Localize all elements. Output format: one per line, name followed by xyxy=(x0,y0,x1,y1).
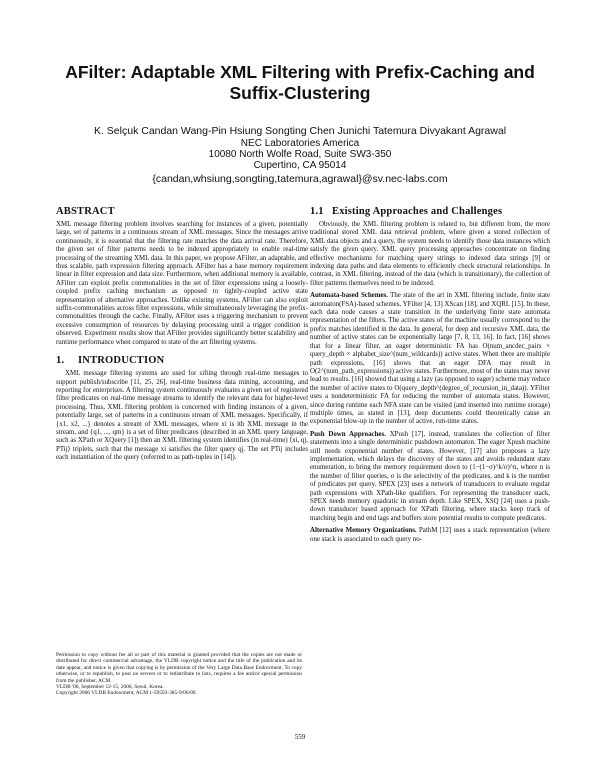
right-column xyxy=(310,206,550,548)
left-column xyxy=(56,206,308,467)
intro-number: 1. xyxy=(56,355,65,367)
automata-text: The state of the art in XML filtering include, finite state automaton(FSA)-based schemes, YFilter [4, 13] XScan [18], and XQRL [15]. In these, each data node causes a state transition in the underlying finite state automata representation of the filters. The active states of the machine usually correspond to the prefix matches identified in the data. In general, for deep and recursive XML data, the number of active states can be exponentially large [7, 8, 13, 16]. In fact, [16] shows that for a linear filter, an eager deterministic FA has O(num_ancdec_pairs × query_depth × alphabet_size^(num_wildcards)) active states. When there are multiple path expressions, [16] shows that an eager DFA may result in O(2^(num_path_expressions)) active states. Furthermore, most of the states may never lead to results. [16] showed that using a lazy (as opposed to eager) scheme may reduce the number of active states to O(query_depth^(degree_of_recursion_in_data)). YFilter uses a nondeterministic FA for reducing the number of automata states. However, since during runtime each NFA state can be visited (and inserted into runtime storage) multiple times, as stated in [13], deep documents could theoretically cause an exponential blow-up in the number of active, run-time states. xyxy=(310,292,551,426)
city: Cupertino, CA 95014 xyxy=(253,160,347,171)
author-names: K. Selçuk Candan Wang-Pin Hsiung Songting Chen Junichi Tatemura Divyakant Agrawal xyxy=(93,125,507,137)
conference-info: VLDB '06, September 12-15, 2006, Seoul, Korea. xyxy=(56,684,164,691)
alt-memory-text: PathM [12] uses a stack representation (where one stack is associated to each query no- xyxy=(310,527,550,543)
section-1-1-title: Existing Approaches and Challenges xyxy=(332,206,503,217)
page-number: 559 xyxy=(294,733,306,741)
section-1-1-number: 1.1 xyxy=(310,206,324,217)
pushdown-paragraph xyxy=(310,431,550,523)
abstract-heading: ABSTRACT xyxy=(56,206,115,217)
affiliation: NEC Laboratories America xyxy=(240,138,360,149)
author-block xyxy=(20,126,580,185)
intro-text: XML message filtering systems are used for sifting through real-time messages to support publish/subscribe [11, 25, 26], real-time business data mining, accounting, and reporting for enterprises. A filtering system continuously evaluates a given set of registered filter predicates on real-time message streams to identify the relevant data for higher-level processing. Thus, XML filtering problem is concerned with finding instances of a given, potentially large, set of patterns in a continuous stream of XML messages. Specifically, if {x1, x2, ...} denotes a stream of XML messages, where xi is ith XML message in the stream, and {q1, ..., qm} is a set of filter predicates (described in an XML query language, such as XPath or XQuery [1]) then an XML filtering system identifies (in real-time) ⟨xi, qj, PTij⟩ triplets, such that the message xi satisfies the filter query qj. The set PTij includes each instantiation of the query (referred to as path-tuples in [14]). xyxy=(56,370,308,462)
abstract-text: XML message filtering problem involves searching for instances of a given, potentially large, set of patterns in a continuous stream of XML messages. Since the messages arrive continuously, it is essential that the filtering rate matches the data arrival rate. Therefore, the given set of filter patterns needs to be indexed appropriately to enable real-time processing of the streaming XML data. In this paper, we propose AFilter, an adaptable, and thus scalable, path expression filtering approach. AFilter has a base memory requirement linear in filter expression and data size. Furthermore, when additional memory is available, AFilter can exploit prefix commonalities in the set of filter expressions using a loosely-coupled prefix caching mechanism as opposed to tightly-coupled active state representation of alternative approaches. Unlike existing systems, AFilter can also exploit suffix-commonalities across filter expressions, while simultaneously leveraging the prefix-commonalities through the cache. Finally, AFilter uses a triggering mechanism to prevent excessive consumption of resources by delaying processing until a trigger condition is observed. Experiment results show that AFilter provides significantly better scalability and runtime performance when compared to state of the art filtering systems. xyxy=(56,221,308,346)
pushdown-label: Push Down Approaches. xyxy=(310,430,386,438)
section-1-1-heading xyxy=(310,206,550,217)
permission-text: Permission to copy without fee all or part of this material is granted provided that the copies are not made or distributed for direct commercial advantage, the VLDB copyright notice and the title of the publication and its date appear, and notice is given that copying is by permission of the Very Large Data Base Endowment. To copy otherwise, or to republish, to post on servers or to redistribute to lists, requires a fee and/or special permission from the publisher, ACM. xyxy=(56,652,302,684)
address: 10080 North Wolfe Road, Suite SW3-350 xyxy=(208,149,392,160)
paper-title: AFilter: Adaptable XML Filtering with Prefix-Caching and Suffix-Clustering xyxy=(65,62,535,103)
alt-memory-paragraph xyxy=(310,527,550,544)
intro-heading xyxy=(56,355,308,366)
alt-memory-label: Alternative Memory Organizations. xyxy=(310,527,417,535)
permission-notice xyxy=(56,652,302,697)
pushdown-text: XPush [17], instead, translates the collection of filter statements into a single deterministic pushdown automaton. The eager Xpush machine still needs exponential number of states. However, [17] also proposes a lazy implementation, which delays the discovery of the states and avoids redundant state enumeration, to bring the memory requirement down to (1−(1−σ)^k/σ)^n, where n is the number of filter queries, σ is the selectivity of the predicates, and k is the number of predicates per query. SPEX [23] uses a network of transducers to evaluate regular path expressions with XPath-like qualifiers. For representing the transducer stack, SPEX needs memory quadratic in stream depth. Like SPEX, XSQ [24] uses a push-down transducer based approach for XPath filtering, where stacks keep track of matching begin and end tags and buffers store potential results to compute predicates. xyxy=(310,430,551,522)
automata-paragraph xyxy=(310,292,550,427)
section-1-1-para-1: Obviously, the XML filtering problem is related to, but different from, the more traditional stored XML data retrieval problem, where given a stored collection of XML data objects and a query, the system needs to identify those data instances which satisfy the given query. XML query processing approaches concentrate on finding effective mechanisms for matching query strings to indexed data strings [9] or indexing data paths and data elements to efficiently check structural relationships. In contrast, in XML filtering, instead of the data (which is transitionary), the collection of filter patterns themselves need to be indexed. xyxy=(310,221,550,287)
author-emails: {candan,whsiung,songting,tatemura,agrawal}@sv.nec-labs.com xyxy=(152,173,448,185)
copyright-line: Copyright 2006 VLDB Endowment, ACM 1-59593-385-9/06/09. xyxy=(56,690,197,697)
intro-title: INTRODUCTION xyxy=(78,355,165,367)
automata-label: Automata-based Schemes. xyxy=(310,292,388,300)
